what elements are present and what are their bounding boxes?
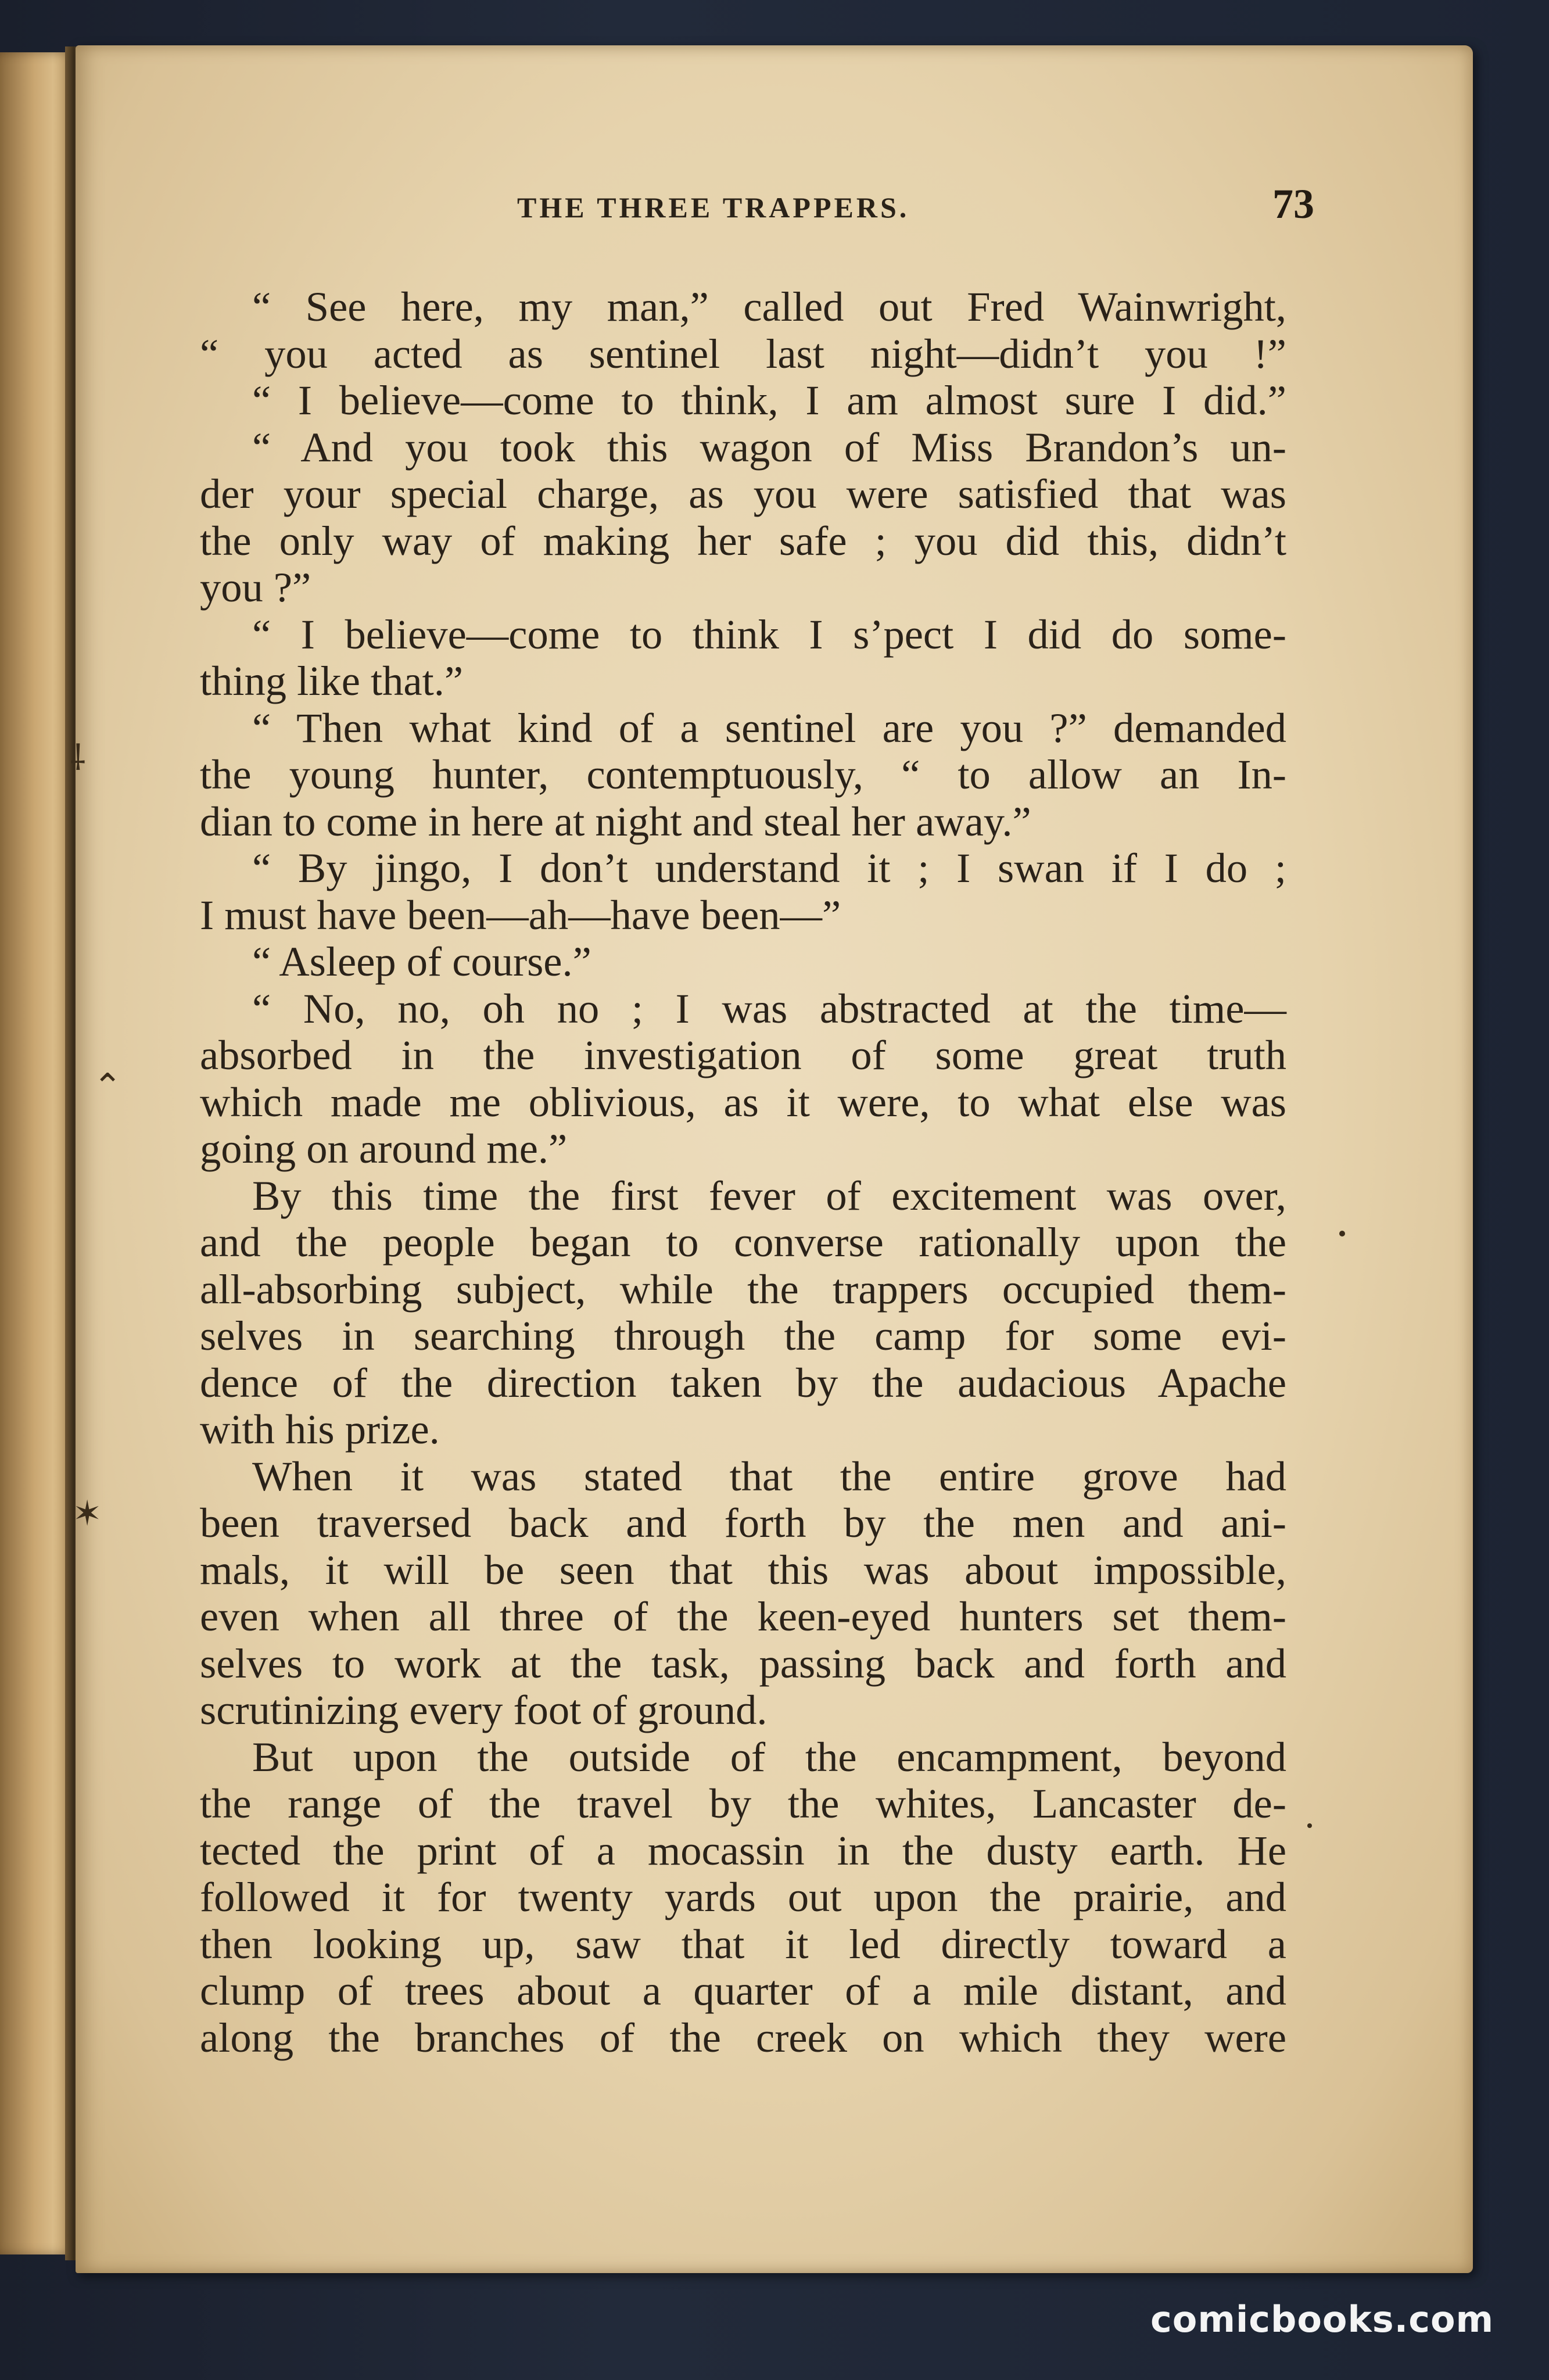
text-line: selves in searching through the camp for some evi- [200,1312,1286,1359]
watermark: comicbooks.com [1150,2298,1494,2340]
text-line: “ I believe—come to think, I am almost sure I did.” [252,377,1286,424]
text-line: followed it for twenty yards out upon the prairie, and [200,1873,1286,1920]
text-line: absorbed in the investigation of some great truth [200,1031,1286,1078]
text-line: selves to work at the task, passing back and forth and [200,1639,1286,1687]
text-line: all-absorbing subject, while the trappers occupied them- [200,1265,1286,1313]
text-line: “ you acted as sentinel last night—didn’t you !” [200,329,1286,377]
body-text [200,284,1286,2061]
text-line: But upon the outside of the encampment, beyond [252,1733,1286,1780]
text-line: and the people began to converse rationally upon the [200,1218,1286,1266]
text-line: “ I believe—come to think I s’pect I did do some- [252,610,1286,658]
page-number: 73 [1272,181,1314,227]
text-line: the only way of making her safe ; you did this, didn’t [200,517,1286,564]
text-line: thing like that.” [200,657,464,704]
text-line: mals, it will be seen that this was about impossible, [200,1546,1286,1593]
text-line: “ And you took this wagon of Miss Brandon’s un- [252,423,1286,471]
text-line: dian to come in here at night and steal her away.” [200,797,1031,845]
text-line: dence of the direction taken by the audacious Apache [200,1359,1286,1406]
text-line: been traversed back and forth by the men and ani- [200,1499,1286,1546]
text-line: When it was stated that the entire grove had [252,1452,1286,1500]
text-line: “ No, no, oh no ; I was abstracted at the time— [252,984,1286,1032]
running-head: THE THREE TRAPPERS. [517,191,910,224]
text-line: tected the print of a mocassin in the dusty earth. He [200,1826,1286,1874]
book-page [70,45,1473,2273]
text-line: which made me oblivious, as it were, to what else was [200,1078,1286,1126]
binding-stitch-icon: ⌃ [93,1066,123,1107]
text-line: the young hunter, contemptuously, “ to allow an In- [200,751,1286,798]
text-line: “ See here, my man,” called out Fred Wainwright, [252,283,1286,330]
text-line: even when all three of the keen-eyed hunters set them- [200,1593,1286,1640]
text-line: I must have been—ah—have been—” [200,891,841,938]
page-header [76,180,1473,238]
ink-speck [1307,1823,1312,1828]
ink-speck [1339,1231,1345,1236]
binding-stitch-icon: ⸸ [70,738,87,779]
text-line: “ Asleep of course.” [252,938,591,985]
text-line: clump of trees about a quarter of a mile distant, and [200,1967,1286,2014]
text-line: der your special charge, as you were satisfied that was [200,470,1286,517]
text-line: By this time the first fever of excitement was over, [252,1171,1286,1219]
binding-stitch-icon: ✶ [73,1493,102,1534]
text-line: with his prize. [200,1406,440,1453]
text-line: scrutinizing every foot of ground. [200,1686,768,1733]
text-line: along the branches of the creek on which they were [200,2013,1286,2061]
text-line: going on around me.” [200,1125,568,1172]
text-line: then looking up, saw that it led directly toward a [200,1920,1286,1967]
text-line: “ Then what kind of a sentinel are you ?” demanded [252,704,1286,751]
text-line: “ By jingo, I don’t understand it ; I swan if I do ; [252,844,1286,891]
text-line: the range of the travel by the whites, Lancaster de- [200,1780,1286,1827]
text-line: you ?” [200,564,311,611]
facing-page-edge [0,52,76,2254]
